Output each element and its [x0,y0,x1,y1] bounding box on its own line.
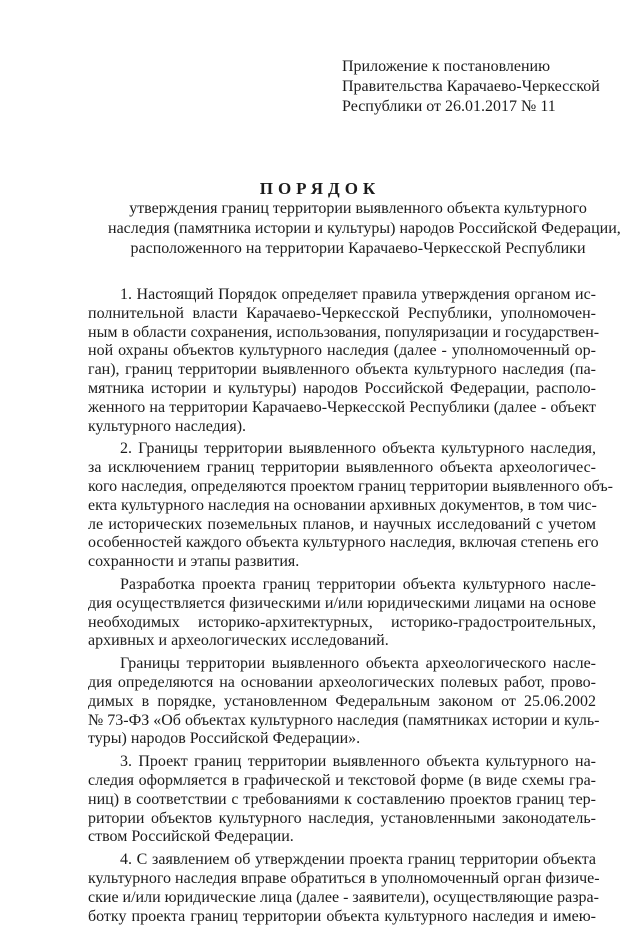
paragraph-line: кого наследия, определяются проектом границ территории выявленного объ- [88,477,613,495]
paragraph-line: ботку проекта границ территории объекта культурного наследия и имею- [88,907,596,925]
paragraph-line: 1. Настоящий Порядок определяет правила утверждения органом ис- [120,286,596,303]
paragraph-line: ритории объектов культурного наследия, установленными законодатель- [88,809,596,827]
paragraph-line: женного на территории Карачаево-Черкесской Республики (далее - объект [88,398,596,416]
paragraph [88,753,596,847]
paragraph-line: туры) народов Российской Федерации». [88,730,361,748]
paragraph-line: екта культурного наследия на основании архивных документов, в том чис- [88,496,597,514]
paragraph [88,286,600,436]
paragraph-line: дия осуществляется физическими и/или юридическими лицами на основе [88,594,596,612]
paragraph-line: особенностей каждого объекта культурного наследия, включая степень его [88,534,599,552]
paragraph [88,576,596,651]
paragraph-line: ным в области сохранения, использования, популяризации и государствен- [88,323,600,341]
paragraph-line: полнительной власти Карачаево-Черкесской Республики, уполномочен- [88,304,596,322]
paragraph-line: 2. Границы территории выявленного объекта культурного наследия, [120,440,596,458]
paragraph-line: Разработка проекта границ территории объекта культурного насле- [120,575,596,593]
paragraph [88,655,600,749]
paragraph-line: ством Российской Федерации. [88,828,294,846]
paragraph-line: мятника истории и культуры) народов Российской Федерации, располо- [88,379,596,397]
subtitle-line: расположенного на территории Карачаево-Черкесской Республики [130,240,586,257]
paragraph-line: 3. Проект границ территории выявленного объекта культурного на- [120,753,596,771]
document-subtitle [108,199,621,259]
paragraph-line: необходимых историко-архитектурных, историко-градостроительных, [88,613,596,631]
paragraph [88,440,613,572]
paragraph-line: ган), границ территории выявленного объекта культурного наследия (па- [88,361,596,379]
document-body [88,286,613,930]
appendix-line: Республики от 26.01.2017 № 11 [342,98,556,115]
subtitle-line: наследия (памятника истории и культуры) народов Российской Федерации, [108,220,621,237]
paragraph-line: димых в порядке, установленном Федеральным законом от 25.06.2002 [88,692,596,710]
appendix-note [342,57,600,117]
appendix-line: Приложение к постановлению [342,58,551,75]
paragraph [88,851,600,926]
paragraph-line: архивных и археологических исследований. [88,632,389,650]
paragraph-line: культурного наследия вправе обратиться в уполномоченный орган физиче- [88,869,600,887]
paragraph-line: ной охраны объектов культурного наследия (далее - уполномоченный ор- [88,342,596,360]
document-title: ПОРЯДОК [259,179,381,198]
paragraph-line: № 73-ФЗ «Об объектах культурного наследия (памятниках истории и куль- [88,711,600,729]
paragraph-line: ле исторических поземельных планов, и научных исследований с учетом [88,515,596,533]
paragraph-line: ниц) в соответствии с требованиями к составлению проектов границ тер- [88,790,596,808]
paragraph-line: 4. С заявлением об утверждении проекта границ территории объекта [120,851,596,869]
paragraph-line: сохранности и этапы развития. [88,553,300,571]
paragraph-line: следия оформляется в графической и текстовой форме (в виде схемы гра- [88,771,596,789]
appendix-line: Правительства Карачаево-Черкесской [342,78,600,95]
paragraph-line: Границы территории выявленного объекта археологического насле- [120,655,596,673]
paragraph-line: культурного наследия). [88,417,247,435]
paragraph-line: ские и/или юридические лица (далее - заявители), осуществляющие разра- [88,888,599,906]
subtitle-line: утверждения границ территории выявленного объекта культурного [129,200,587,217]
paragraph-line: за исключением границ территории выявленного объекта археологичес- [88,459,596,477]
paragraph-line: дия определяются на основании археологических полевых работ, прово- [88,673,596,691]
